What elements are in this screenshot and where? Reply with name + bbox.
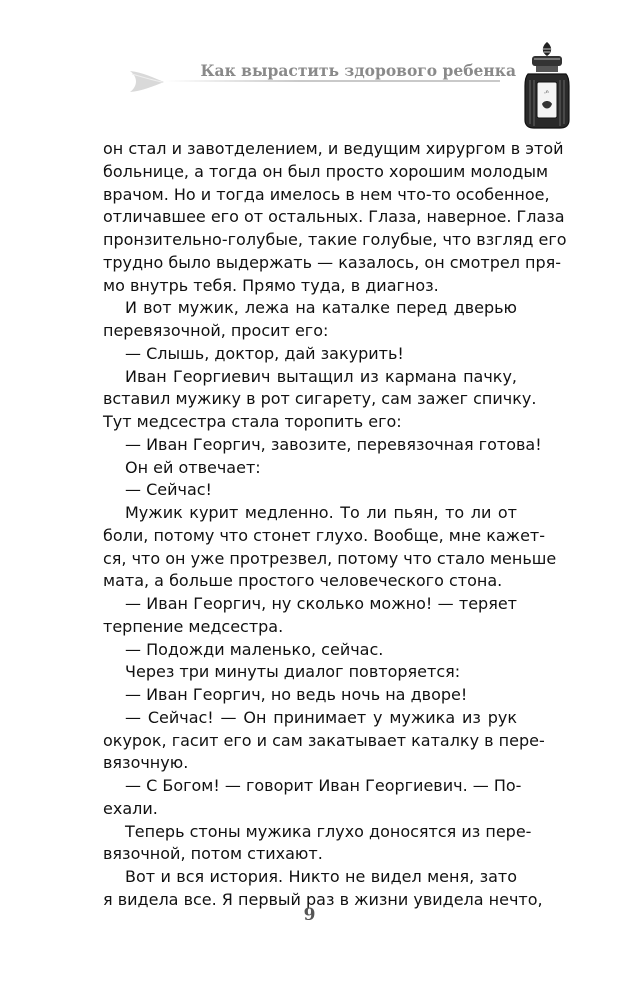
text-line: Тут медсестра стала торопить его: (103, 412, 402, 431)
text-line: — Иван Георгич, завозите, перевязочная готова! (125, 434, 542, 454)
text-line: Теперь стоны мужика глухо доносятся из пере- (125, 821, 532, 841)
text-line: Он ей отвечает: (125, 457, 261, 477)
leaf-icon (128, 68, 168, 94)
text-line: — Иван Георгич, но ведь ночь на дворе! (125, 685, 468, 704)
text-line: — Подожди маленько, сейчас. (125, 639, 384, 659)
text-line: — Сейчас! (125, 480, 212, 500)
text-line: отличавшее его от остальных. Глаза, наверное. Глаза (103, 207, 565, 227)
text-line: я видела все. Я первый раз в жизни увидела нечто, (103, 889, 543, 909)
text-line: врачом. Но и тогда имелось в нем что-то особенное, (103, 184, 550, 204)
text-line: перевязочной, просит его: (103, 321, 329, 340)
jar-icon (518, 40, 576, 130)
text-line: — Иван Георгич, ну сколько можно! — теряет (125, 594, 517, 613)
text-line: Иван Георгиевич вытащил из кармана пачку, (125, 366, 517, 386)
text-line: мата, а больше простого человеческого стона. (103, 571, 503, 591)
header-rule (165, 80, 500, 82)
body-text (103, 138, 567, 912)
text-line: окурок, гасит его и сам закатывает каталку в пере- (103, 730, 545, 750)
page-number: 9 (303, 905, 316, 925)
svg-text:·ⁿ: ·ⁿ (543, 88, 550, 98)
text-line: И вот мужик, лежа на каталке перед дверью (125, 298, 517, 318)
text-line: вязочную. (103, 753, 189, 773)
page-header (0, 40, 619, 120)
text-line: вязочной, потом стихают. (103, 844, 323, 864)
text-line: Мужик курит медленно. То ли пьян, то ли от (125, 503, 517, 522)
text-line: терпение медсестра. (103, 616, 284, 636)
text-line: Через три минуты диалог повторяется: (125, 662, 461, 682)
text-line: — Сейчас! — Он принимает у мужика из рук (125, 707, 517, 727)
text-line: ехали. (103, 798, 158, 818)
text-line: он стал и завотделением, и ведущим хирургом в этой (103, 139, 564, 158)
text-line: больнице, а тогда он был просто хорошим молодым (103, 161, 549, 181)
text-line: трудно было выдержать — казалось, он смотрел пря- (103, 252, 562, 272)
text-line: Вот и вся история. Никто не видел меня, зато (125, 867, 517, 886)
text-line: мо внутрь тебя. Прямо туда, в диагноз. (103, 275, 439, 295)
text-line: ся, что он уже протрезвел, потому что стало меньше (103, 548, 557, 568)
text-line: пронзительно-голубые, такие голубые, что взгляд его (103, 230, 567, 249)
text-line: боли, потому что стонет глухо. Вообще, мне кажет- (103, 525, 546, 545)
text-line: — Слышь, доктор, дай закурить! (125, 343, 404, 363)
text-line: — С Богом! — говорит Иван Георгиевич. — По- (125, 776, 522, 795)
running-title: Как вырастить здорового ребенка (200, 61, 516, 80)
text-line: вставил мужику в рот сигарету, сам зажег спичку. (103, 389, 537, 409)
